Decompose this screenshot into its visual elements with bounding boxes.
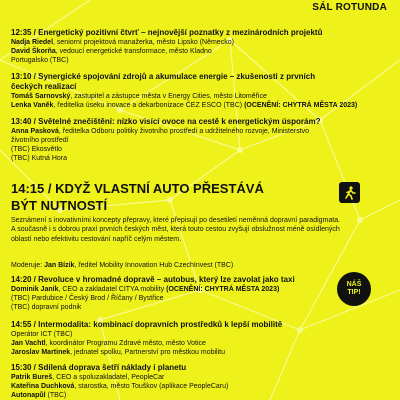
speaker [11, 38, 383, 47]
speaker [11, 56, 383, 65]
session-title: 13:10 / Synergické spojování zdrojů a akumulace energie – zkušenosti z prvních čeckých realizací [11, 72, 316, 91]
speaker-name: Tomáš Sarnovský [11, 93, 71, 100]
session-item [11, 117, 383, 163]
speaker [11, 303, 333, 312]
award-note: (OCENĚNÍ: CHYTRÁ MĚSTA 2023) [166, 286, 280, 293]
speaker-name: Kateřina Duchková [11, 383, 75, 390]
speaker-role: , vedoucí energetické transformace, město Kladno [55, 48, 212, 55]
speaker-name: David Škorňa [11, 48, 56, 55]
speaker-role: (TBC) dopravní podnik [11, 304, 82, 311]
speaker-name: Jaroslav Martinek [11, 349, 71, 356]
speaker-name: Patrik Bureš [11, 374, 53, 381]
session-item [11, 363, 383, 400]
badge-line1: NÁŠ [346, 281, 362, 288]
speaker-role: , zastupitel a zástupce města v Energy Cities, město Litoměřice [70, 93, 267, 100]
session-title: 14:20 / Revoluce v hromadné dopravě – autobus, který lze zavolat jako taxi [11, 275, 295, 284]
moderator-role: , ředitel Mobility Innovation Hub CzechInvest (TBC) [74, 262, 234, 269]
speaker-name: Dominik Janík [11, 286, 59, 293]
session-title: 15:30 / Sdílená doprava šetří náklady i planetu [11, 363, 187, 372]
speaker [11, 330, 383, 339]
session-title: 13:40 / Světelné znečištění: nízko visící ovoce na cestě k energetickým úsporám? [11, 117, 321, 126]
speaker-role: , koordinátor Programu Zdravé město, město Votice [45, 340, 206, 347]
main-title-line1: KDYŽ VLASTNÍ AUTO PŘESTÁVÁ [55, 181, 264, 196]
speaker-name: Anna Pasková [11, 128, 59, 135]
session-description: Seznámení s inovativními koncepty přepravy, které přepisují po desetiletí neměnná dopravní paradigmata. A současně i s dobrou praxí prvních českých měst, která touto cestou zvyšují obslužnost méně osídlených oblastí nebo efektivitu cestování napříč celým městem. [11, 217, 341, 243]
moderator-name: Jan Bízik [44, 262, 75, 269]
title-separator: / [44, 181, 56, 196]
speaker [11, 348, 383, 357]
main-session-time: 14:15 [11, 181, 45, 196]
speaker [11, 101, 383, 110]
session-item [11, 320, 383, 357]
speaker [11, 382, 383, 391]
session-title: 14:55 / Intermodalita: kombinací dopravních prostředků k lepší mobilitě [11, 320, 283, 329]
moderator-label: Moderuje: [11, 262, 45, 269]
speaker-name: Autonapůl [11, 392, 46, 399]
speaker-name: Nadja Riedel [11, 39, 54, 46]
speaker-role: (TBC) Kutná Hora [11, 155, 68, 162]
speaker [11, 391, 383, 400]
speaker [11, 285, 333, 294]
session-title: 12:35 / Energetický pozitivní čtvrť – nejnovější poznatky z mezinárodních projektů [11, 28, 323, 37]
walking-person-icon [339, 182, 360, 203]
speaker-role: (TBC) [45, 392, 67, 399]
speaker-role: , starostka, město Touškov (aplikace PeopleCaru) [74, 383, 229, 390]
speaker-role: , jednatel spolku, Partnerství pro městkou mobilitu [70, 349, 226, 356]
speaker [11, 127, 311, 145]
speaker-role: , ředitelka Odboru politiky životního prostředí a udržitelného rozvoje, Ministerstvo životního prostředí [11, 128, 310, 144]
speaker-name: Jan Vachtl [11, 340, 46, 347]
our-tip-badge [337, 272, 371, 306]
badge-line2: TIP! [347, 289, 361, 296]
session-item [11, 275, 333, 312]
main-session-title [11, 180, 341, 214]
main-session-heading [11, 180, 341, 214]
speaker [11, 339, 383, 348]
speaker-role: Portugalsko (TBC) [11, 57, 69, 64]
speaker [11, 154, 383, 163]
hall-title: SÁL ROTUNDA [312, 2, 387, 13]
speaker-role: , ředitelka úseku inovace a dekarbonizace ČEZ ESCO (TBC) [53, 102, 245, 109]
speaker [11, 47, 383, 56]
speaker-role: , CEO a zakladatel CITYA mobility [58, 286, 167, 293]
speaker [11, 92, 383, 101]
speaker [11, 373, 383, 382]
speaker [11, 294, 333, 303]
speaker-role: (TBC) Ekosvětlo [11, 146, 62, 153]
moderator [11, 262, 233, 269]
award-note: (OCENĚNÍ: CHYTRÁ MĚSTA 2023) [244, 102, 358, 109]
speaker [11, 145, 383, 154]
speaker-role: , seniorní projektová manažerka, město Lipsko (Německo) [53, 39, 234, 46]
session-item [11, 28, 383, 65]
speaker-name: Lenka Vaněk [11, 102, 54, 109]
speaker-role: (TBC) Pardubice / Český Brod / Říčany / Bystřice [11, 295, 164, 302]
main-title-line2: BÝT NUTNOSTÍ [11, 198, 108, 213]
speaker-role: Operátor ICT (TBC) [11, 331, 73, 338]
session-item [11, 72, 383, 110]
speaker-role: , CEO a spoluzakladatel, PeopleCar [52, 374, 165, 381]
